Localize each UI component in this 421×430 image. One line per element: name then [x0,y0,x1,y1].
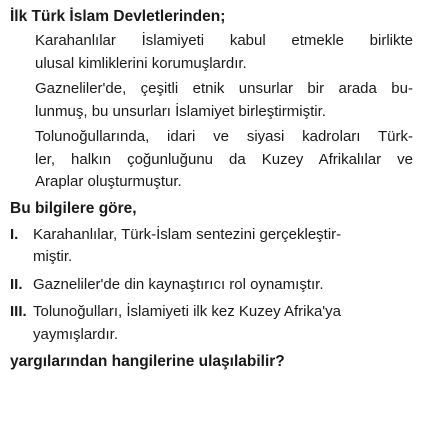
statement-text [33,224,413,269]
paragraph-line: Gazneliler'de, çeşitli etnik unsurlar bir arada bu- [35,80,413,97]
statement-line: yaymışlardır. [33,325,119,343]
paragraph-line: Tolunoğullarında, idari ve siyasi kadroları Türk- [35,128,413,145]
paragraph-line: lunmuş, bu unsurları İslamiyet birleştirmiştir. [35,102,326,120]
paragraph-line: ulusal kimliklerini korumuşlardır. [35,54,247,72]
heading: İlk Türk İslam Devletlerinden; [10,8,226,25]
paragraph-line: ler, halkın çoğunluğunu da Kuzey Afrikalılar ve [35,150,413,168]
paragraph-line: Araplar oluşturmuştur. [35,173,182,190]
statement-item-1 [10,224,413,269]
paragraph-line: Karahanlılar İslamiyeti kabul etmekle birlikte [35,32,413,49]
paragraph-tolunogullari [35,126,413,194]
statement-number: III. [10,303,27,320]
statement-number: I. [10,225,19,243]
paragraph-karahanlilar [35,30,413,75]
statement-line: Tolunoğulları, İslamiyeti ilk kez Kuzey Afrika'ya [33,303,341,320]
statement-line: Karahanlılar, Türk-İslam sentezini gerçekleştir- [33,225,342,243]
statement-number: II. [10,275,23,293]
question-footer: yargılarından hangilerine ulaşılabilir? [10,353,285,370]
statement-item-2 [10,274,413,297]
statement-item-3 [10,301,413,346]
question-prompt: Bu bilgilere göre, [10,199,137,217]
statement-line: miştir. [33,248,73,265]
statement-text [33,274,413,297]
statement-line: Gazneliler'de din kaynaştırıcı rol oynamıştır. [33,275,324,293]
paragraph-gazneliler [35,78,413,123]
statement-text [33,301,413,346]
